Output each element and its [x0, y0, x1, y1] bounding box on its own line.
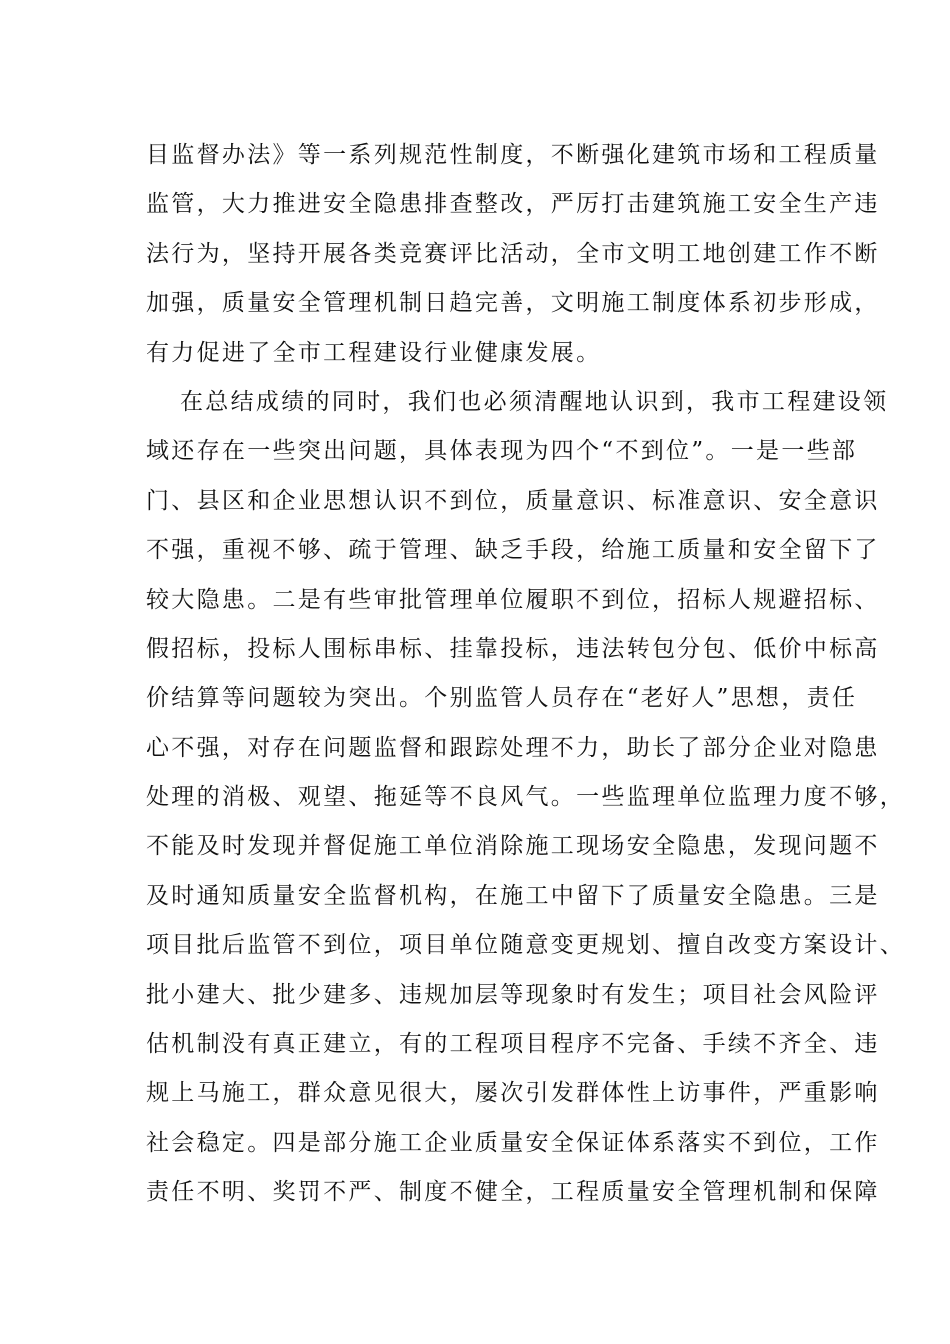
body-text: [146, 131, 905, 1218]
paragraph-start-line: 在总结成绩的同时，我们也必须清醒地认识到，我市工程建设领: [180, 388, 889, 415]
text-line: 项目批后监管不到位，项目单位随意变更规划、擅自改变方案设计、: [146, 932, 905, 959]
text-line: 门、县区和企业思想认识不到位，质量意识、标准意识、安全意识: [146, 487, 880, 514]
text-line: 加强，质量安全管理机制日趋完善，文明施工制度体系初步形成，: [146, 290, 880, 317]
text-line: 处理的消极、观望、拖延等不良风气。一些监理单位监理力度不够，: [146, 784, 905, 811]
text-line: 监管，大力推进安全隐患排查整改，严厉打击建筑施工安全生产违: [146, 191, 880, 218]
text-line: 不能及时发现并督促施工单位消除施工现场安全隐患，发现问题不: [146, 833, 880, 860]
text-line: 假招标，投标人围标串标、挂靠投标，违法转包分包、低价中标高: [146, 635, 880, 662]
text-line: 心不强，对存在问题监督和跟踪处理不力，助长了部分企业对隐患: [146, 734, 880, 761]
text-line: 估机制没有真正建立，有的工程项目程序不完备、手续不齐全、违: [146, 1031, 880, 1058]
text-line: 批小建大、批少建多、违规加层等现象时有发生；项目社会风险评: [146, 981, 880, 1008]
text-line: 规上马施工，群众意见很大，屡次引发群体性上访事件，严重影响: [146, 1080, 880, 1107]
text-line: 社会稳定。四是部分施工企业质量安全保证体系落实不到位，工作: [146, 1129, 880, 1156]
text-line: 及时通知质量安全监督机构，在施工中留下了质量安全隐患。三是: [146, 882, 880, 909]
text-line: 目监督办法》等一系列规范性制度，不断强化建筑市场和工程质量: [146, 142, 880, 168]
text-line: 责任不明、奖罚不严、制度不健全，工程质量安全管理机制和保障: [146, 1179, 880, 1206]
text-line: 不强，重视不够、疏于管理、缺乏手段，给施工质量和安全留下了: [146, 537, 880, 564]
text-line: 较大隐患。二是有些审批管理单位履职不到位，招标人规避招标、: [146, 586, 880, 613]
text-line: 有力促进了全市工程建设行业健康发展。: [146, 339, 602, 366]
text-line: 域还存在一些突出问题，具体表现为四个“不到位”。一是一些部: [146, 438, 858, 465]
text-line: 价结算等问题较为突出。个别监管人员存在“老好人”思想，责任: [146, 685, 858, 712]
text-line: 法行为，坚持开展各类竞赛评比活动，全市文明工地创建工作不断: [146, 240, 880, 267]
